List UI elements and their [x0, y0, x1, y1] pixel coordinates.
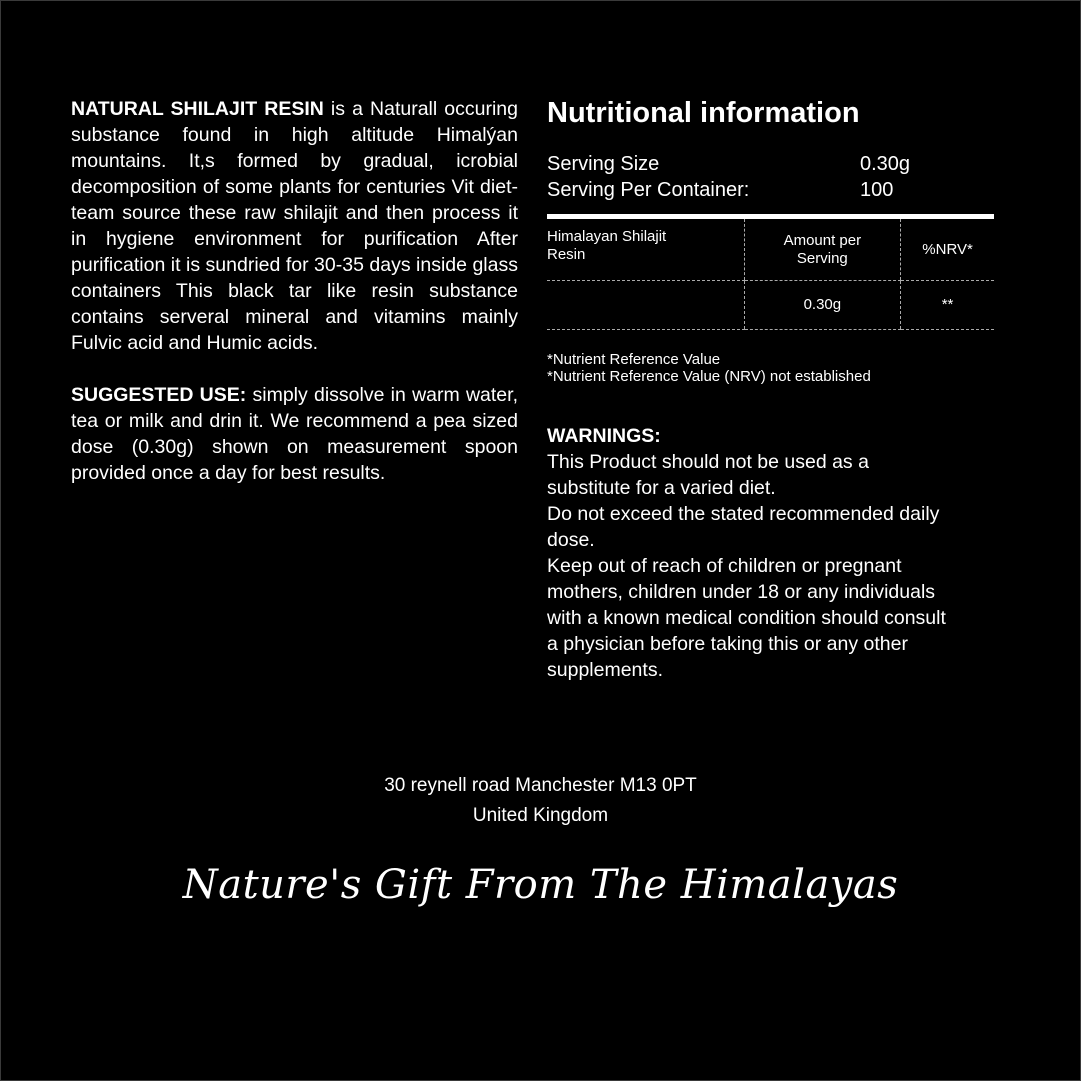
warning-line: substitute for a varied diet. [547, 477, 776, 499]
slogan: Nature's Gift From The Himalayas [182, 862, 899, 908]
header-amount [744, 219, 901, 281]
row-ingredient [547, 281, 744, 330]
product-name: NATURAL SHILAJIT RESIN [71, 98, 324, 120]
header-amount-line2: Serving [796, 249, 848, 267]
warnings-title: WARNINGS: [547, 425, 661, 447]
serving-info [547, 151, 994, 203]
nutrition-table-header [547, 219, 994, 281]
warning-line: with a known medical condition should consult [547, 607, 946, 629]
servings-per-container-row [547, 177, 994, 203]
footnote-1: *Nutrient Reference Value [547, 351, 721, 368]
description-paragraph [71, 96, 518, 356]
suggested-use-label: SUGGESTED USE: [71, 384, 247, 406]
row-amount: 0.30g [744, 281, 901, 330]
nutrition-table [547, 219, 994, 330]
address-line-1: 30 reynell road Manchester M13 0PT [384, 775, 697, 796]
header-ingredient-line1: Himalayan Shilajit [547, 228, 667, 245]
header-nrv: %NRV* [901, 219, 994, 281]
header-ingredient-line2: Resin [547, 246, 586, 263]
nutrition-table-row [547, 281, 994, 330]
warning-line: dose. [547, 529, 595, 551]
warning-line: mothers, children under 18 or any individuals [547, 581, 936, 603]
servings-per-container-label: Serving Per Container: [547, 179, 750, 201]
header-ingredient [547, 219, 744, 281]
address-line-2: United Kingdom [472, 805, 609, 826]
serving-size-label: Serving Size [547, 153, 660, 175]
nutrition-footnotes [547, 351, 994, 385]
header-amount-line1: Amount per [783, 231, 862, 249]
serving-size-row [547, 151, 994, 177]
serving-size-value: 0.30g [860, 153, 911, 175]
servings-per-container-value: 100 [860, 179, 894, 201]
suggested-use-paragraph [71, 382, 518, 486]
warning-line: Do not exceed the stated recommended daily [547, 503, 940, 525]
product-description-column [71, 96, 518, 486]
warnings-text [547, 449, 994, 683]
footnote-2: *Nutrient Reference Value (NRV) not established [547, 368, 871, 385]
warning-line: supplements. [547, 659, 663, 681]
row-nrv: ** [901, 281, 994, 330]
nutrition-title: Nutritional information [547, 97, 860, 129]
warning-line: Keep out of reach of children or pregnant [547, 555, 902, 577]
description-text: is a Naturall occuring substance found in high altitude Himalýan mountains. It,s formed by gradual, icrobial decomposition of some plants for centuries Vit diet-team source these raw shilajit and then process it in hygiene environment for purification After purification it is sundried for 30-35 days inside glass containers This black tar like resin substance contains serveral mineral and vitamins mainly Fulvic acid and Humic acids. [71, 98, 518, 354]
address-block [0, 771, 1081, 831]
warning-line: This Product should not be used as a [547, 451, 869, 473]
warning-line: a physician before taking this or any other [547, 633, 908, 655]
suggested-use-text: simply dissolve in warm water, tea or milk and drin it. We recommend a pea sized dose (0.30g) shown on measurement spoon provided once a day for best results. [71, 384, 518, 484]
nutrition-column [547, 95, 994, 683]
